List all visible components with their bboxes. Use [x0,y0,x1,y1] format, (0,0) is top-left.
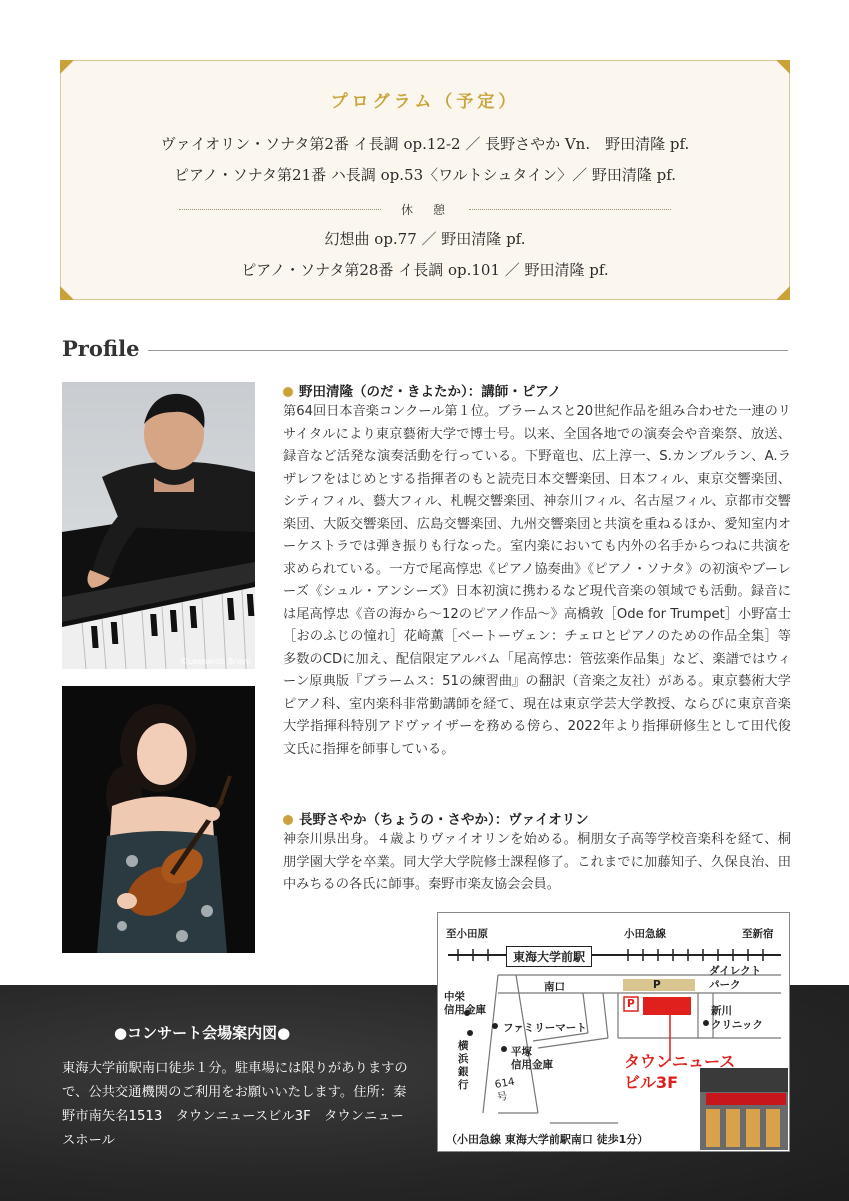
map-south-exit: 南口 [544,981,565,993]
dotted-rule [179,209,381,210]
noda-name-text: 野田清隆（のだ・きよたか）：講師・ピアノ [299,384,562,400]
map-label-shinjuku: 至新宿 [742,928,774,940]
program-box [60,60,790,300]
program-item-1: ヴァイオリン・ソナタ第2番 イ長調 op.12-2 ／ 長野さやか Vn. 野田清隆 pf. [160,135,690,153]
map-route-614: 614号 [493,1075,516,1104]
noda-name [283,380,561,400]
corner-ornament [776,286,790,300]
map-station: 東海大学前駅 [506,946,592,967]
venue-title: ●コンサート会場案内図● [114,1024,291,1042]
pianist-illustration [62,382,255,669]
map-label-odakyu: 小田急線 [624,928,666,940]
map-parking-mark: P [653,979,661,991]
map-chuei-1: 中栄 [444,991,465,1003]
corner-ornament [776,60,790,74]
map-hiratsuka-2: 信用金庫 [511,1059,553,1071]
program-title: プログラム（予定） [330,92,520,112]
map-roads [438,913,790,1152]
bullet-icon [283,387,293,397]
map-building-name-2: ビル3F [624,1073,679,1092]
map-shinkawa-1: 新川 [711,1005,732,1017]
dotted-rule [469,209,671,210]
map-familymart: ファミリーマート [503,1022,587,1034]
profile-heading: Profile [62,336,140,361]
violinist-illustration [62,686,255,953]
venue-map [437,912,790,1152]
nagano-name [283,808,589,828]
map-parking-mark-2: P [627,998,635,1010]
map-building-name-1: タウンニュース [624,1052,736,1071]
bullet-icon [283,815,293,825]
pianist-photo [62,382,255,669]
map-yokohama-bank: 横浜銀行 [458,1040,469,1091]
venue-description: 東海大学前駅南口徒歩１分。駐車場には限りがありますので、公共交通機関のご利用をお願いいたします。住所：秦野市南矢名1513 タウンニュースビル3F タウンニュースホール [62,1061,408,1148]
map-label-odawara: 至小田原 [446,928,488,940]
map-shinkawa-2: クリニック [711,1019,763,1031]
program-item-4: ピアノ・ソナタ第28番 イ長調 op.101 ／ 野田清隆 pf. [241,261,609,279]
corner-ornament [60,286,74,300]
program-item-3: 幻想曲 op.77 ／ 野田清隆 pf. [324,230,526,248]
nagano-bio: 神奈川県出身。４歳よりヴァイオリンを始める。桐朋女子高等学校音楽科を経て、桐朋学園大学を卒業。同大学大学院修士課程修了。これまでに加藤知子、久保良治、田中みちるの各氏に師事。秦野市楽友協会会員。 [283,832,791,892]
map-direct: ダイレクト [709,965,762,977]
profile-rule [148,350,788,351]
noda-bio: 第64回日本音楽コンクール第１位。ブラームスと20世紀作品を組み合わせた一連のリサイタルにより東京藝術大学で博士号。以来、全国各地での演奏会や音楽祭、放送、録音など活発な演奏活動を行っている。下野竜也、広上淳一、S.カンブルラン、A.ラザレフをはじめとする指揮者のもと読売日本交響楽団、日本フィル、東京交響楽団、シティフィル、藝大フィル、札幌交響楽団、神奈川フィル、名古屋フィル、京都市交響楽団、大阪交響楽団、広島交響楽団、九州交響楽団と共演を重ねるほか、愛知室内オーケストラでは弾き振りも行なった。室内楽においても内外の名手からつねに共演を求められている。一方で尾高惇忠《ピアノ協奏曲》《ピアノ・ソナタ》の初演やブーレーズ《シュル・アンシーズ》日本初演に携わるなど現代音楽の領域でも活動。録音には尾高惇忠《音の海から～12のピアノ作品～》高橋敦［Ode for Trumpet］小野富士［おのふじの憧れ］花崎薫［ベートーヴェン：チェロとピアノのための作品全集］等多数のCDに加え、配信限定アルバム「尾高惇忠：管弦楽作品集」など、楽譜ではウィーン原典版『ブラームス：51の練習曲』の翻訳（音楽之友社）がある。東京藝術大学ピアノ科、室内楽科非常勤講師を経て、現在は東京学芸大学教授、ならびに東京音楽大学指揮科特別アドヴァイザーを務める傍ら、2022年より指揮研修生として田代俊文氏に指揮を師事している。 [283,404,791,757]
photo-credit: ©Leonardo Bravo [179,657,251,666]
map-hiratsuka-1: 平塚 [511,1046,532,1058]
intermission-label: 休 憩 [401,202,450,217]
corner-ornament [60,60,74,74]
map-chuei-2: 信用金庫 [444,1004,486,1016]
program-item-2: ピアノ・ソナタ第21番 ハ長調 op.53〈ワルトシュタイン〉／ 野田清隆 pf. [173,166,677,184]
nagano-name-text: 長野さやか（ちょうの・さやか）：ヴァイオリン [299,812,589,828]
map-caption: （小田急線 東海大学前駅南口 徒歩1分） [446,1133,649,1146]
intermission-divider [179,201,671,217]
violinist-photo [62,686,255,953]
map-park: パーク [709,979,741,991]
